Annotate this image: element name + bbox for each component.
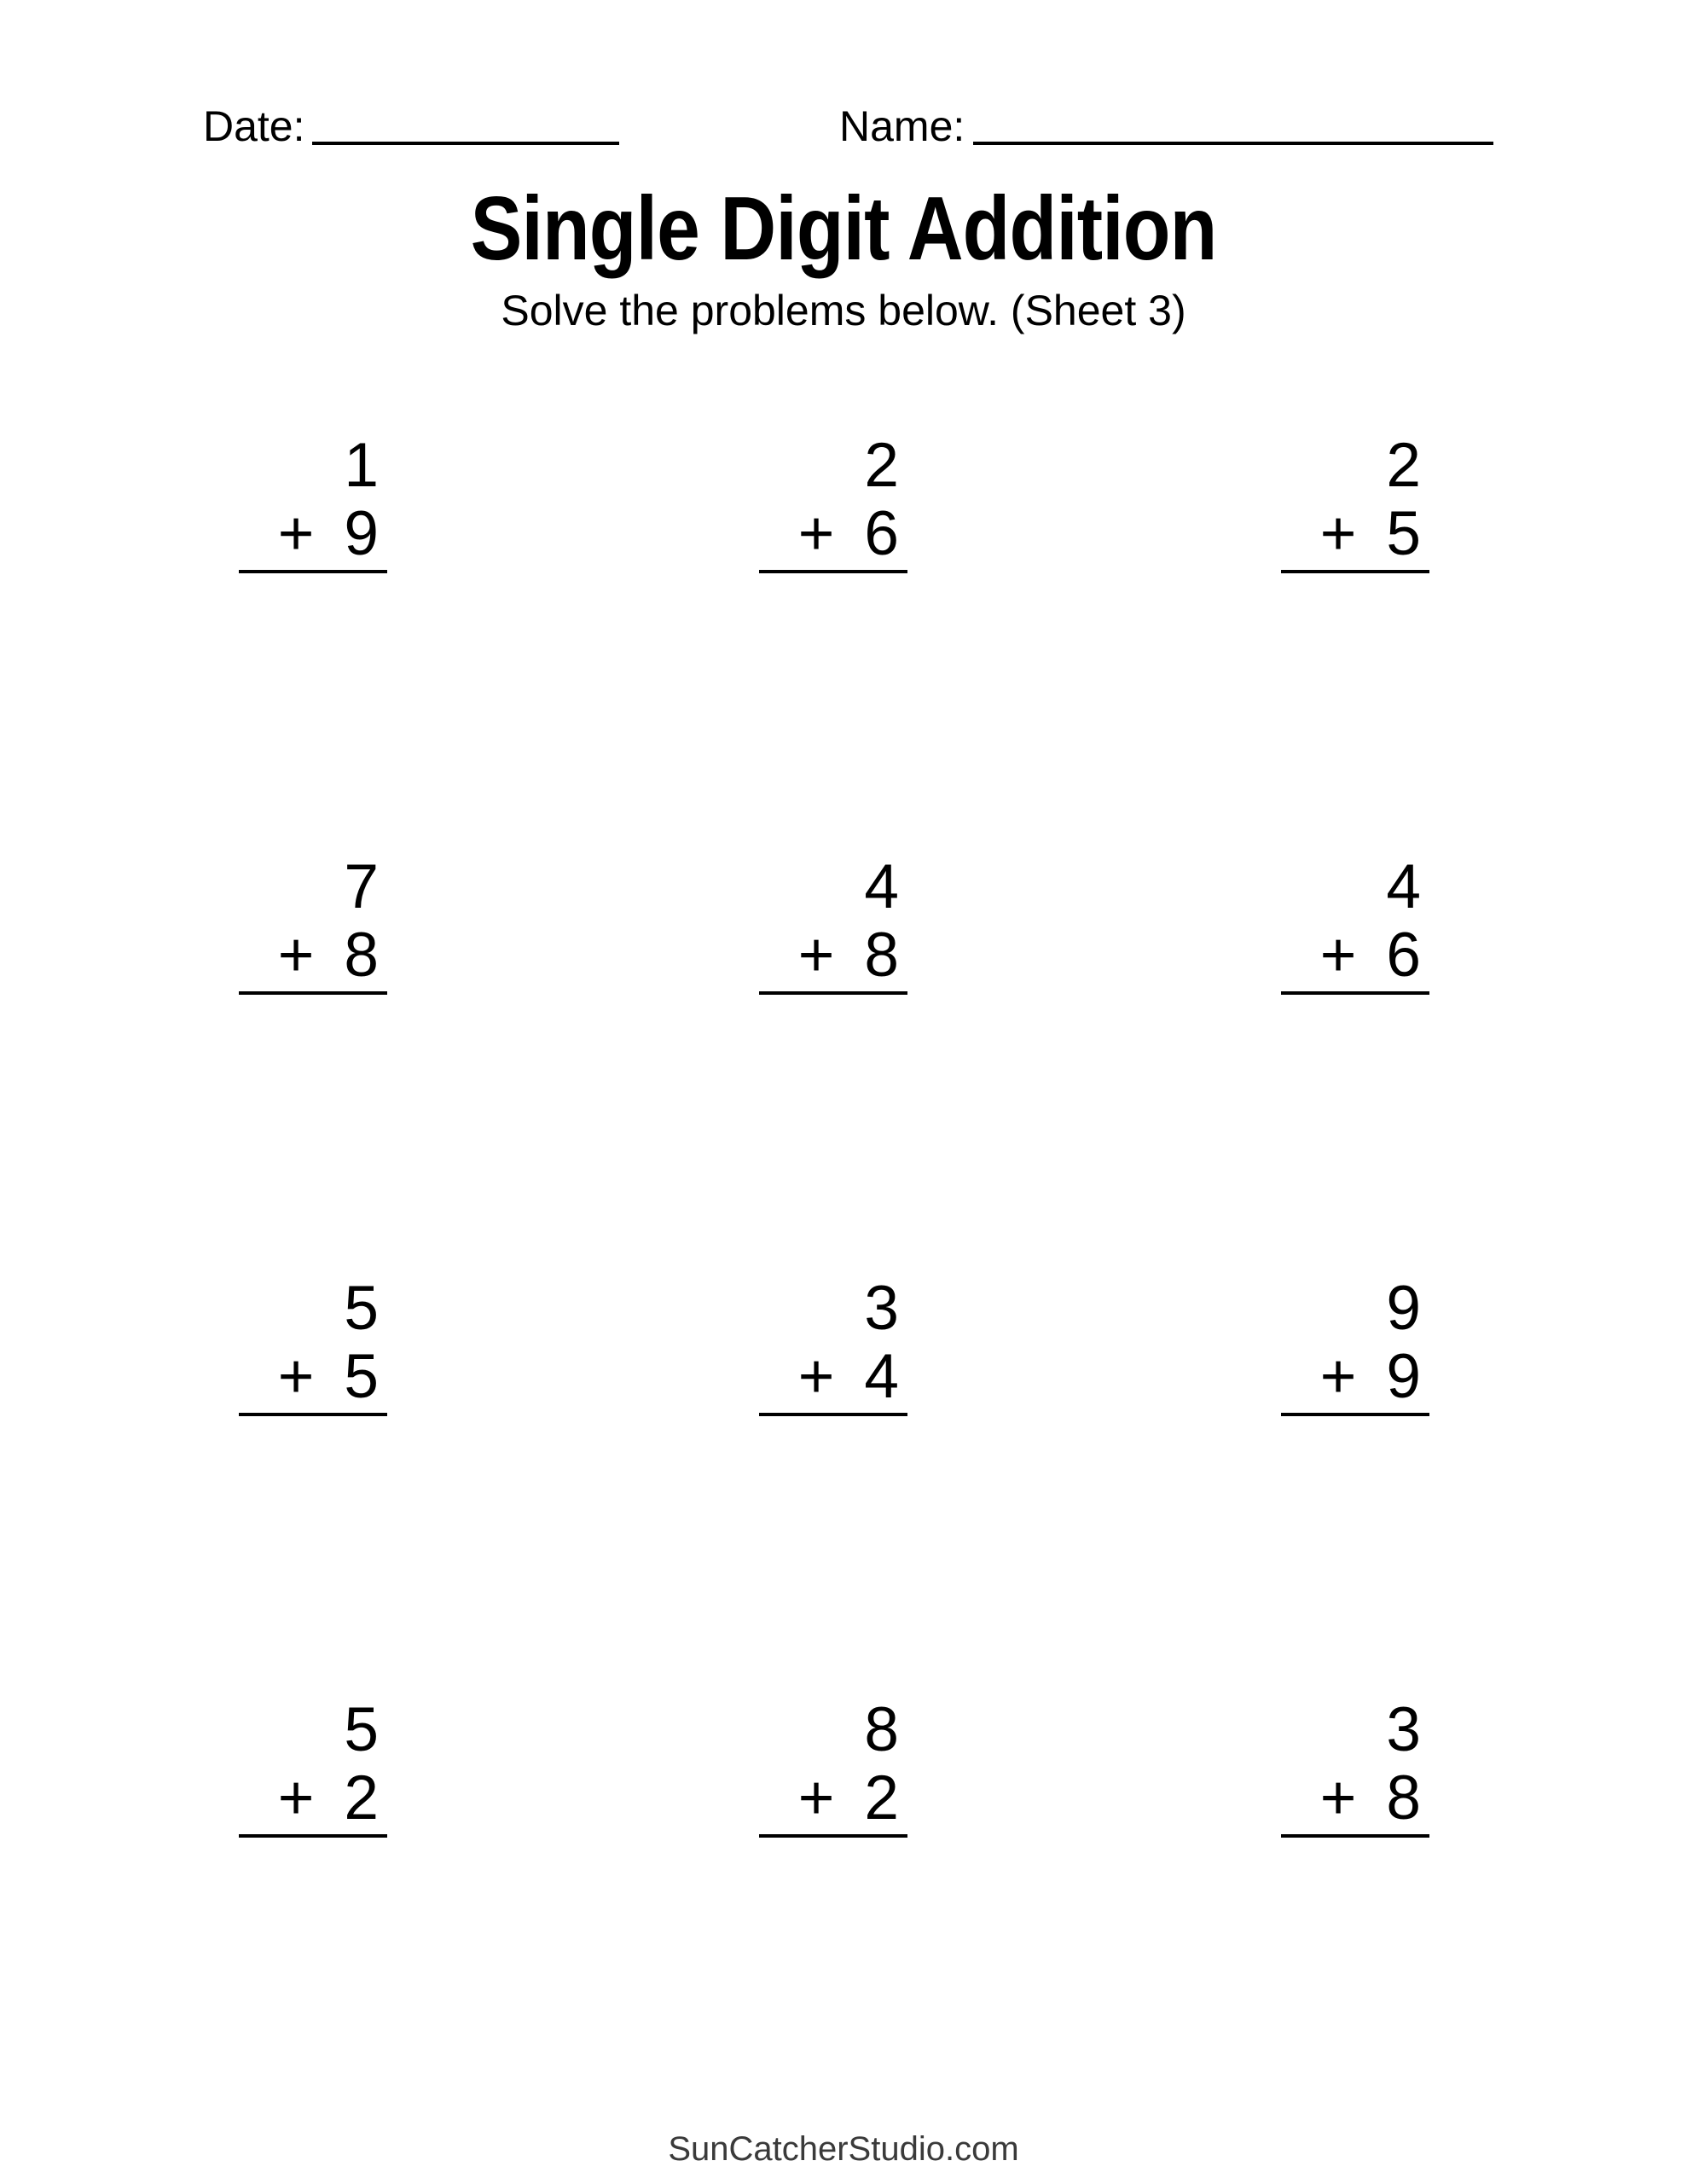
plus-operator: + <box>277 1763 315 1833</box>
name-label: Name: <box>839 102 965 150</box>
answer-line <box>1281 991 1429 995</box>
addend-top: 4 <box>864 852 899 921</box>
addend-bottom: 2 <box>864 1763 899 1833</box>
plus-operator: + <box>277 1342 315 1411</box>
addition-problem-12 <box>1281 1696 1429 1838</box>
answer-line <box>1281 1834 1429 1838</box>
addend-bottom: 5 <box>1386 499 1421 568</box>
addition-problem-10 <box>239 1696 387 1838</box>
addend-top: 2 <box>1386 431 1421 500</box>
addition-problem-2 <box>759 432 907 573</box>
answer-line <box>239 570 387 573</box>
plus-operator: + <box>797 921 835 990</box>
worksheet-title: Single Digit Addition <box>470 178 1217 279</box>
plus-operator: + <box>1319 1342 1357 1411</box>
addend-bottom: 8 <box>864 921 899 990</box>
plus-operator: + <box>277 921 315 990</box>
plus-operator: + <box>1319 499 1357 568</box>
addition-problem-6 <box>1281 853 1429 995</box>
addend-bottom: 6 <box>1386 921 1421 990</box>
answer-line <box>759 1834 907 1838</box>
addend-top: 4 <box>1386 852 1421 921</box>
addend-top: 8 <box>864 1695 899 1764</box>
answer-line <box>759 570 907 573</box>
addition-problem-3 <box>1281 432 1429 573</box>
plus-operator: + <box>1319 921 1357 990</box>
addend-top: 3 <box>864 1274 899 1343</box>
addend-bottom: 4 <box>864 1342 899 1411</box>
addition-problem-1 <box>239 432 387 573</box>
addend-top: 3 <box>1386 1695 1421 1764</box>
answer-line <box>1281 1413 1429 1416</box>
answer-line <box>239 1834 387 1838</box>
addend-top: 9 <box>1386 1274 1421 1343</box>
answer-line <box>1281 570 1429 573</box>
addition-problem-4 <box>239 853 387 995</box>
plus-operator: + <box>797 1342 835 1411</box>
plus-operator: + <box>797 1763 835 1833</box>
addition-problem-7 <box>239 1275 387 1416</box>
plus-operator: + <box>277 499 315 568</box>
date-label: Date: <box>203 102 305 150</box>
addend-bottom: 6 <box>864 499 899 568</box>
answer-line <box>759 1413 907 1416</box>
addend-top: 2 <box>864 431 899 500</box>
addend-bottom: 2 <box>344 1763 379 1833</box>
date-blank-line <box>312 142 619 145</box>
addend-top: 5 <box>344 1695 379 1764</box>
answer-line <box>759 991 907 995</box>
addend-top: 5 <box>344 1274 379 1343</box>
addend-bottom: 9 <box>1386 1342 1421 1411</box>
addition-problem-5 <box>759 853 907 995</box>
answer-line <box>239 991 387 995</box>
addition-problem-8 <box>759 1275 907 1416</box>
addend-bottom: 9 <box>344 499 379 568</box>
plus-operator: + <box>797 499 835 568</box>
addend-top: 1 <box>344 431 379 500</box>
footer-website: SunCatcherStudio.com <box>668 2130 1019 2168</box>
name-blank-line <box>973 142 1493 145</box>
plus-operator: + <box>1319 1763 1357 1833</box>
answer-line <box>239 1413 387 1416</box>
addend-bottom: 5 <box>344 1342 379 1411</box>
addend-bottom: 8 <box>1386 1763 1421 1833</box>
addition-problem-9 <box>1281 1275 1429 1416</box>
addition-problem-11 <box>759 1696 907 1838</box>
worksheet-subtitle: Solve the problems below. (Sheet 3) <box>501 287 1186 334</box>
addend-top: 7 <box>344 852 379 921</box>
addend-bottom: 8 <box>344 921 379 990</box>
